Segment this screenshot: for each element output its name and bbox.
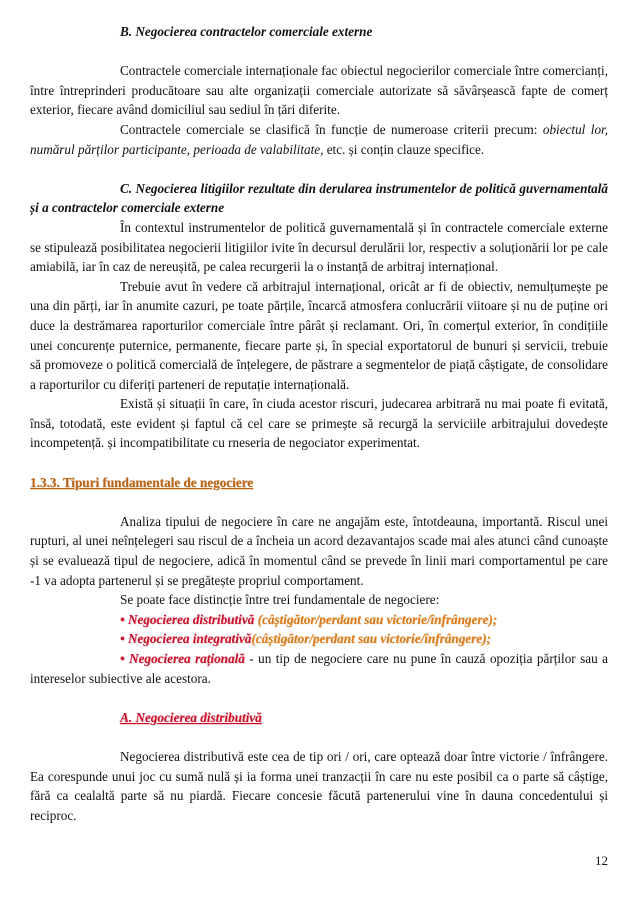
section-title: 1.3.3. Tipuri fundamentale de negociere: [30, 474, 254, 490]
spacer: [30, 688, 608, 708]
paragraph-contracts-classification: [30, 120, 608, 159]
paragraph-litigation-context: În contextul instrumentelor de politică guvernamentală și în contractele comerciale externe se stipulează posibilitatea negocierii litigiilor ivite în decursul derulării lor, respectiv a soluționării lor pe cale amiabilă, iar în caz de nereușită, pe calea recurgerii la o instanță de arbitraj internațional.: [30, 219, 608, 275]
bullet-rational-text: - un tip de negociere care nu pune în cauză opoziția părților sau a intereselor subiective ale acestora.: [30, 651, 609, 686]
spacer: [30, 453, 608, 473]
document-page: [30, 22, 608, 825]
heading-litigation: C. Negocierea litigiilor rezultate din derularea instrumentelor de politică guvernamentală și a contractelor comerciale externe: [30, 180, 608, 216]
paragraph-arbitration-risks: Există și situații în care, în ciuda acestor riscuri, judecarea arbitrară nu mai poate fi evitată, însă, totodată, este evident și faptul că cel care se primește să recurgă la serviciile arbitrajului dovedește incompetență. și incompatibilitate cu rneseria de negociator experimentat.: [30, 396, 608, 451]
page-number: 12: [595, 853, 608, 868]
spacer: [30, 727, 608, 747]
bullet-rational-label: • Negocierea rațională: [120, 651, 245, 666]
text-segment: etc. și conțin clauze specifice.: [323, 141, 485, 157]
spacer: [30, 42, 608, 62]
spacer: [30, 492, 608, 512]
bullet-rational: [30, 649, 608, 688]
paragraph-three-types: Se poate face distincție între trei fundamentale de negociere:: [120, 592, 440, 608]
bullet-integrative-note: (câștigător/perdant sau victorie/înfrângere);: [251, 631, 491, 647]
spacer: [30, 159, 608, 179]
text-segment: Contractele comerciale se clasifică în funcție de numeroase criterii precum:: [120, 121, 543, 137]
heading-contracts: B. Negocierea contractelor comerciale externe: [120, 24, 373, 39]
paragraph-contracts-definition: Contractele comerciale internaționale fac obiectul negocierilor comerciale între comercianți, între întreprinderi producătoare sau alte organizații comerciale autorizate să săvârșească fapte de comerț exterior, fiecare având domiciliul sau sediul în țări diferite.: [30, 63, 608, 118]
bullet-distributive: [30, 610, 608, 630]
italic-criteria: obiectul lor, numărul părților participante, perioada de valabilitate,: [30, 121, 608, 157]
heading-distributive-paragraph: [30, 708, 608, 728]
paragraph-arbitration: Trebuie avut în vedere că arbitrajul internațional, oricât ar fi de obiectiv, nemulțumește pe una din părți, iar în anumite cazuri, pe toate părțile, încarcă atmosfera conlucrării viitoare și nu de puține ori duce la destrămarea raporturilor comerciale între pârât și reclamant. Ori, în comerțul exterior, în condițiile unei concurențe puternice, permanente, fiecare parte și, în special exportatorul de bunuri și servicii, trebuie să promoveze o politică comercială de înțelegere, de păstrare a segmentelor de piață câștigate, de consolidare a raporturilor cu diferiți parteneri de reputație internațională.: [30, 278, 608, 392]
bullet-integrative-label: • Negocierea integrativă: [120, 631, 252, 647]
bullet-distributive-label: • Negocierea distributivă: [120, 611, 255, 627]
heading-distributive: A. Negocierea distributivă: [120, 709, 262, 725]
paragraph-distributive-definition: Negocierea distributivă este cea de tip ori / ori, care optează doar între victorie / înfrângere. Ea corespunde unui joc cu sumă nulă și ia forma unei tranzacții în care nu este posibil ca o parte să câștige, fără ca cealaltă parte să nu piardă. Fiecare concesie făcută partenerului vine în dauna concedentului și reciproc.: [30, 748, 608, 823]
bullet-distributive-note: (câștigător/perdant sau victorie/înfrângere);: [254, 611, 498, 627]
paragraph-negotiation-analysis: Analiza tipului de negociere în care ne angajăm este, întotdeauna, importantă. Riscul unei rupturi, al unei neînțelegeri sau riscul de a încheia un acord dezavantajos scade mai ales atunci când cunoaște și se evaluează tipul de negociere, adică în momentul când se prevede în linii mari comportamentul pe care -1 va adopta partenerul și se pregătește propriul comportament.: [30, 513, 608, 588]
bullet-integrative: [30, 629, 608, 649]
section-title-paragraph: [30, 473, 608, 493]
